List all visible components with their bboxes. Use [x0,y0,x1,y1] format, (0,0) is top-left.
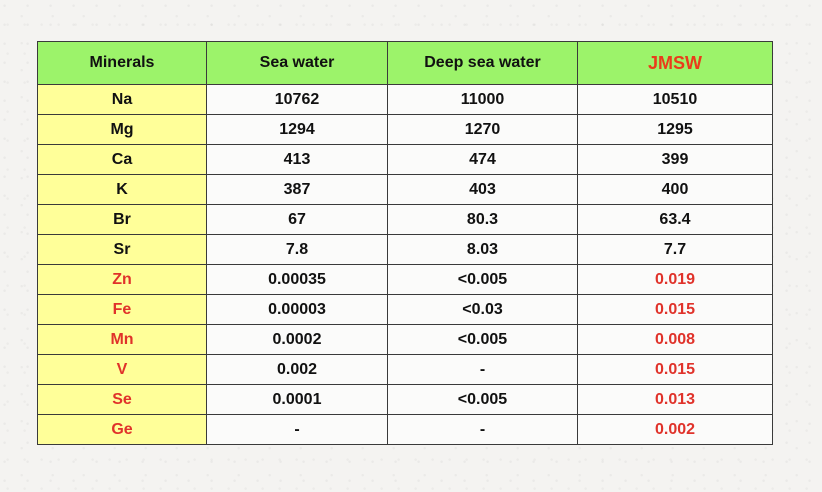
mineral-cell: Fe [38,295,207,325]
deep-sea-water-cell: - [388,415,578,445]
table-row [38,355,773,385]
minerals-table-container [37,41,772,445]
deep-sea-water-cell: - [388,355,578,385]
deep-sea-water-cell: 474 [388,145,578,175]
header-jmsw: JMSW [578,42,773,85]
table-row [38,205,773,235]
deep-sea-water-cell: <0.005 [388,325,578,355]
deep-sea-water-cell: <0.005 [388,265,578,295]
mineral-cell: Mn [38,325,207,355]
sea-water-cell: 0.0001 [207,385,388,415]
deep-sea-water-cell: 8.03 [388,235,578,265]
mineral-cell: Se [38,385,207,415]
deep-sea-water-cell: <0.03 [388,295,578,325]
table-header-row [38,42,773,85]
mineral-cell: Sr [38,235,207,265]
jmsw-cell: 0.015 [578,295,773,325]
sea-water-cell: 67 [207,205,388,235]
jmsw-cell: 0.008 [578,325,773,355]
mineral-cell: Ge [38,415,207,445]
sea-water-cell: 413 [207,145,388,175]
table-row [38,385,773,415]
mineral-cell: Br [38,205,207,235]
table-row [38,325,773,355]
jmsw-cell: 0.002 [578,415,773,445]
mineral-cell: Mg [38,115,207,145]
jmsw-cell: 0.013 [578,385,773,415]
table-row [38,295,773,325]
table-row [38,85,773,115]
sea-water-cell: 0.002 [207,355,388,385]
jmsw-cell: 0.015 [578,355,773,385]
table-row [38,265,773,295]
jmsw-cell: 10510 [578,85,773,115]
table-row [38,115,773,145]
sea-water-cell: 387 [207,175,388,205]
deep-sea-water-cell: 80.3 [388,205,578,235]
minerals-comparison-table [37,41,773,445]
header-deep-sea-water: Deep sea water [388,42,578,85]
sea-water-cell: 10762 [207,85,388,115]
sea-water-cell: 1294 [207,115,388,145]
sea-water-cell: - [207,415,388,445]
jmsw-cell: 0.019 [578,265,773,295]
mineral-cell: Ca [38,145,207,175]
table-row [38,145,773,175]
sea-water-cell: 0.00035 [207,265,388,295]
jmsw-cell: 400 [578,175,773,205]
jmsw-cell: 63.4 [578,205,773,235]
table-row [38,415,773,445]
table-row [38,235,773,265]
jmsw-cell: 1295 [578,115,773,145]
deep-sea-water-cell: 403 [388,175,578,205]
mineral-cell: Na [38,85,207,115]
jmsw-cell: 7.7 [578,235,773,265]
mineral-cell: K [38,175,207,205]
deep-sea-water-cell: 1270 [388,115,578,145]
deep-sea-water-cell: 11000 [388,85,578,115]
header-minerals: Minerals [38,42,207,85]
sea-water-cell: 0.00003 [207,295,388,325]
sea-water-cell: 0.0002 [207,325,388,355]
mineral-cell: Zn [38,265,207,295]
header-sea-water: Sea water [207,42,388,85]
deep-sea-water-cell: <0.005 [388,385,578,415]
mineral-cell: V [38,355,207,385]
table-row [38,175,773,205]
sea-water-cell: 7.8 [207,235,388,265]
jmsw-cell: 399 [578,145,773,175]
table-body [38,85,773,445]
